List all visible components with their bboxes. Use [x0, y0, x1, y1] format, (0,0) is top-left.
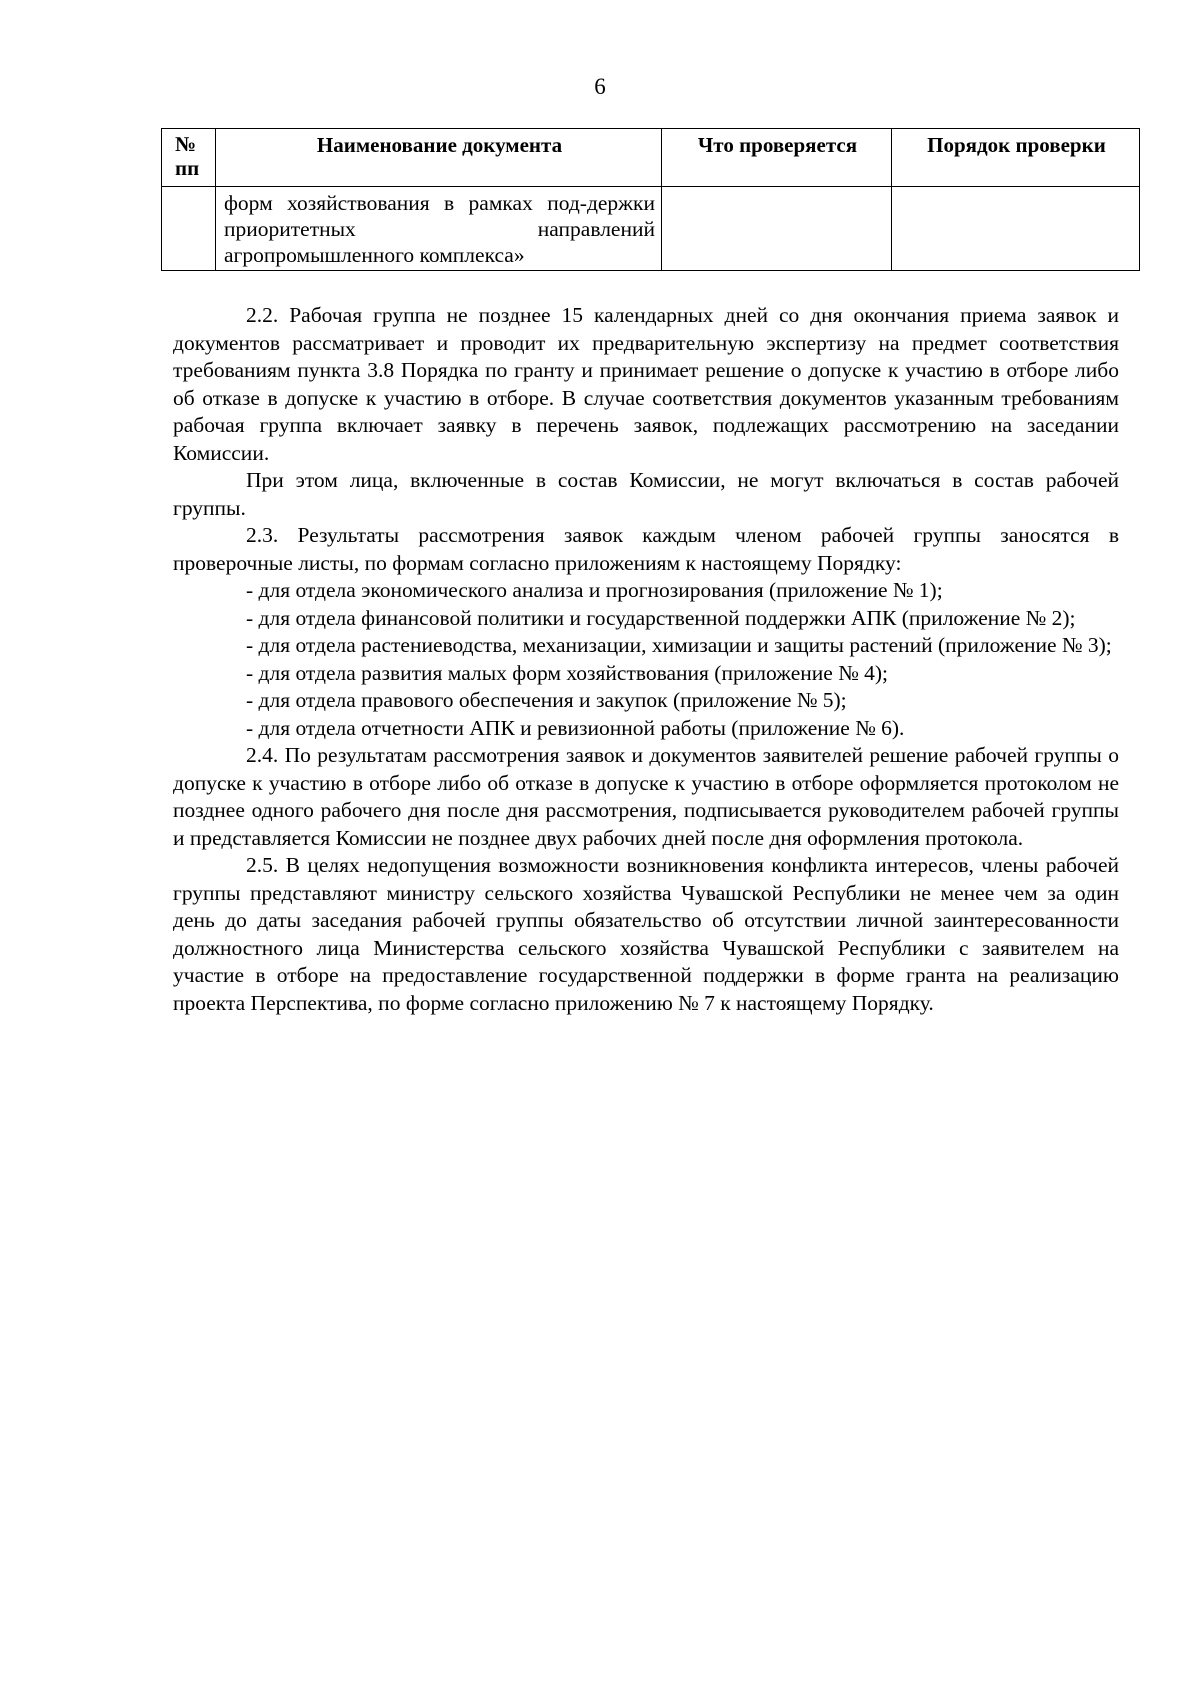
list-item: - для отдела отчетности АПК и ревизионной работы (приложение № 6).	[246, 715, 905, 740]
header-what-checked: Что проверяется	[662, 129, 892, 187]
table-header-row	[162, 129, 1140, 187]
cell-number	[162, 187, 216, 271]
list-item: - для отдела правового обеспечения и закупок (приложение № 5);	[246, 688, 847, 712]
paragraph-commission-members: При этом лица, включенные в состав Комиссии, не могут включаться в состав рабочей группы.	[173, 468, 1119, 520]
header-number: № пп	[162, 129, 216, 187]
paragraph-2-4: 2.4. По результатам рассмотрения заявок и документов заявителей решение рабочей группы о допуске к участию в отборе либо об отказе в допуске к участию в отборе оформляется протоколом не позднее одного рабочего дня после дня рассмотрения, подписывается руководителем рабочей группы и представляется Комиссии не позднее двух рабочих дней после дня оформления протокола.	[173, 743, 1119, 850]
document-body	[173, 302, 1119, 1017]
paragraph-2-3: 2.3. Результаты рассмотрения заявок каждым членом рабочей группы заносятся в проверочные листы, по формам согласно приложениям к настоящему Порядку:	[173, 523, 1119, 575]
header-check-procedure: Порядок проверки	[892, 129, 1140, 187]
paragraph-2-2: 2.2. Рабочая группа не позднее 15 календарных дней со дня окончания приема заявок и документов рассматривает и проводит их предварительную экспертизу на предмет соответствия требованиям пункта 3.8 Порядка по гранту и принимает решение о допуске к участию в отборе либо об отказе в допуске к участию в отборе. В случае соответствия документов указанным требованиям рабочая группа включает заявку в перечень заявок, подлежащих рассмотрению на заседании Комиссии.	[173, 303, 1119, 465]
cell-check-procedure	[892, 187, 1140, 271]
list-item: - для отдела экономического анализа и прогнозирования (приложение № 1);	[246, 578, 943, 602]
list-item: - для отдела развития малых форм хозяйствования (приложение № 4);	[246, 660, 888, 685]
list-item: - для отдела растениеводства, механизации, химизации и защиты растений (приложение № 3);	[246, 633, 1112, 657]
header-document-name: Наименование документа	[216, 129, 662, 187]
document-table	[161, 128, 1140, 271]
paragraph-2-5: 2.5. В целях недопущения возможности возникновения конфликта интересов, члены рабочей группы представляют министру сельского хозяйства Чувашской Республики не менее чем за один день до даты заседания рабочей группы обязательство об отсутствии личной заинтересованности должностного лица Министерства сельского хозяйства Чувашской Республики с заявителем на участие в отборе на предоставление государственной поддержки в форме гранта на реализацию проекта Перспектива, по форме согласно приложению № 7 к настоящему Порядку.	[173, 853, 1119, 1015]
cell-what-checked	[662, 187, 892, 271]
cell-document-name: форм хозяйствования в рамках под-держки приоритетных направлений агропромышленного комплекса»	[216, 187, 662, 271]
table-row	[162, 187, 1140, 271]
list-item: - для отдела финансовой политики и государственной поддержки АПК (приложение № 2);	[246, 605, 1076, 630]
page-number: 6	[594, 74, 606, 99]
